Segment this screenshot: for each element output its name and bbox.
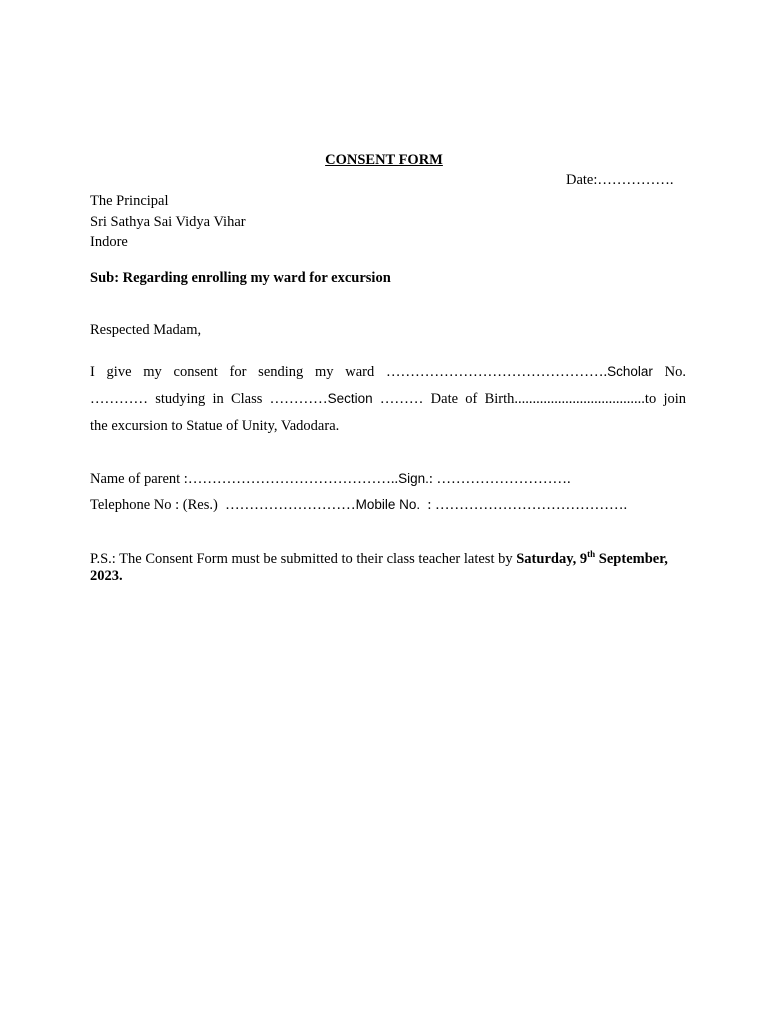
ward-name-blank: ……………………………………….: [386, 364, 608, 380]
mobile-label: Mobile No.: [355, 497, 421, 512]
salutation: Respected Madam,: [90, 322, 202, 338]
telephone-label: Telephone No : (Res.): [90, 497, 218, 513]
date-label: Date:: [566, 172, 598, 188]
mobile-blank: ………………………………….: [435, 497, 628, 513]
sign-blank: ……………………….: [436, 471, 571, 487]
scholar-label: Scholar: [607, 364, 653, 379]
telephone-blank: ………………………: [225, 497, 356, 513]
deadline-rest: September, 2023.: [90, 551, 668, 584]
deadline-day: Saturday, 9: [516, 551, 588, 567]
postscript-note: [90, 551, 690, 585]
form-title: CONSENT FORM: [325, 152, 443, 168]
parent-sign-line: [90, 471, 571, 488]
dob-blank: ....................................: [514, 391, 645, 407]
telephone-line: [90, 497, 627, 514]
address-line-2: Sri Sathya Sai Vidya Vihar: [90, 214, 246, 230]
studying-text: studying in Class: [155, 391, 263, 407]
body-line-2: [90, 391, 686, 408]
body-line-1: [90, 364, 686, 381]
address-line-3: Indore: [90, 234, 128, 250]
address-line-1: The Principal: [90, 193, 169, 209]
scholar-no-label: No.: [664, 364, 686, 380]
section-label: Section: [327, 391, 373, 406]
scholar-no-blank: …………: [90, 391, 148, 407]
body-line-3: the excursion to Statue of Unity, Vadodara.: [90, 418, 340, 434]
mobile-colon: :: [427, 497, 432, 513]
consent-text: I give my consent for sending my ward: [90, 364, 375, 380]
date-line: [566, 172, 674, 189]
to-join-text: to join: [644, 391, 687, 407]
sign-colon: :: [428, 471, 433, 487]
date-blank: …………….: [597, 172, 674, 188]
postscript-text: P.S.: The Consent Form must be submitted to their class teacher latest by: [90, 551, 513, 567]
parent-name-label: Name of parent :: [90, 471, 188, 487]
class-blank: …………: [269, 391, 328, 407]
section-blank: ………: [379, 391, 424, 407]
sign-label: Sign.: [398, 471, 429, 486]
dob-label: Date of Birth: [430, 391, 515, 407]
subject-line: Sub: Regarding enrolling my ward for excursion: [90, 270, 391, 286]
deadline-ordinal: th: [587, 549, 596, 560]
parent-name-blank: ……………………………………..: [187, 471, 399, 487]
